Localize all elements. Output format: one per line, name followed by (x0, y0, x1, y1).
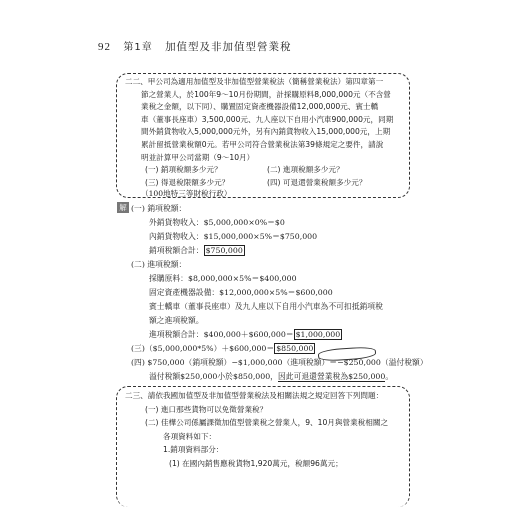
q22-option-3: (三) 得退稅限額多少元？ (145, 177, 230, 187)
s1-line-3 (149, 244, 245, 258)
answer-badge: 解 (117, 202, 129, 213)
s3-line (131, 342, 315, 356)
chapter-title: 加值型及非加值型營業稅 (165, 41, 292, 53)
page-header (98, 38, 292, 54)
q22-line-2: 節之營業人，於100年9～10月份期間，計採購原料8,000,000元（不含營 (141, 89, 391, 99)
s2-title: (二) 進項稅額： (131, 260, 187, 269)
s1-line-2: 內銷貨物收入：$15,000,000×5%＝$750,000 (149, 232, 318, 241)
page-number: 92 (98, 41, 111, 53)
s2-line-5-prefix: 進項稅額合計：$400,000＋$600,000＝ (149, 330, 294, 339)
s1-line-1: 外銷貨物收入：$5,000,000×0%＝$0 (149, 218, 285, 227)
chapter-label: 第1章 (123, 42, 153, 53)
q23-line-5: 1.銷項資料部分： (163, 445, 224, 455)
q22-option-4: (四) 可退還營業稅額多少元？ (267, 177, 367, 187)
s2-line-1: 採購原料：$8,000,000×5%＝$400,000 (149, 274, 297, 283)
q23-line-6: (1) 在國內銷售應稅貨物1,920萬元，稅額96萬元； (169, 459, 343, 468)
s2-line-2: 固定資產機器設備：$12,000,000×5%＝$600,000 (149, 288, 333, 297)
s4-line-2-suffix: 。 (385, 372, 394, 381)
s2-line-5 (149, 328, 342, 342)
s1-line-3-prefix: 銷項稅額合計： (149, 246, 204, 255)
q22-line-4: 車（董事長座車）3,500,000元、九人座以下自用小汽車900,000元，同期 (141, 114, 394, 124)
q23-line-3: (二) 佳樺公司係屬課徵加值型營業稅之營業人，9、10月與營業稅相關之 (145, 418, 389, 428)
refund-limit: $850,000 (276, 344, 314, 353)
s2-line-4: 額之進項稅額。 (149, 316, 204, 325)
q23-line-2: (一) 進口那些貨物可以免徵營業稅？ (145, 404, 268, 414)
q22-line-7: 明並計算甲公司當期（9～10月） (141, 152, 255, 162)
output-tax-total: $750,000 (205, 246, 243, 255)
q22-option-1: (一) 銷項稅額多少元？ (145, 165, 222, 175)
q23-line-1: 二三、請依我國加值型及非加值型營業稅法及相關法規之規定回答下列問題： (125, 391, 384, 400)
q22-line-6: 累計留抵營業稅額0元。若甲公司符合營業稅法第39條規定之要件，請說 (141, 140, 384, 149)
s4-line-2 (149, 370, 393, 384)
s4-line-2-prefix: 溢付稅額$250,000小於$850,000， (149, 372, 278, 381)
s2-line-3: 賓士轎車（董事長座車）及九人座以下自用小汽車為不可扣抵銷項稅 (149, 302, 383, 311)
q22-line-5: 間外銷貨物收入5,000,000元外，另有內銷貨物收入15,000,000元，上期 (141, 127, 391, 137)
s4-line-1: (四) $750,000（銷項稅額）−$1,000,000（進項稅額）＝−$250,000（溢付稅額） (131, 358, 428, 367)
q22-option-2: (二) 進項稅額多少元？ (267, 165, 344, 175)
input-tax-total: $1,000,000 (295, 330, 341, 339)
s3-prefix: (三)（$5,000,000*5%）＋$600,000＝ (131, 344, 275, 353)
s1-title: (一) 銷項稅額： (131, 204, 187, 213)
refund-conclusion: 因此可退還營業稅為$250,000 (277, 372, 386, 381)
q22-line-1: 二二、甲公司為適用加值型及非加值型營業稅法（簡稱營業稅法）第四章第一 (125, 77, 384, 86)
q22-source: （100地特三等財稅行政） (141, 189, 232, 198)
question-23-box (116, 386, 410, 507)
question-22-box (116, 73, 410, 198)
q22-line-3: 業稅之金額，以下同）、購置固定資產機器設備12,000,000元、賓士轎 (141, 102, 379, 112)
q23-line-4: 各項資料如下： (163, 431, 217, 441)
